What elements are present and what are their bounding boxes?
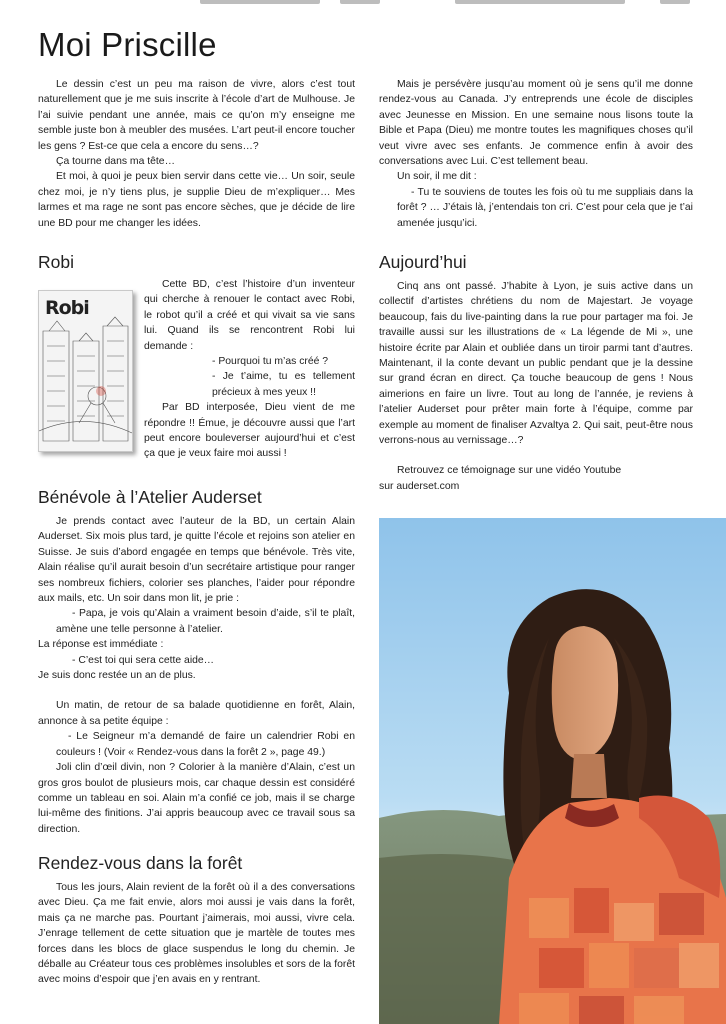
section-heading-robi: Robi (38, 252, 74, 272)
intro-paragraph: Ça tourne dans ma tête… (56, 156, 175, 168)
book-cover-title: Robi (45, 297, 89, 319)
portrait-photo (379, 518, 726, 1024)
robi-paragraph: Par BD interposée, Dieu vient de me répondre !! Émue, je découvre aussi que l’art peut encore bouleverser aujourd’hui et c’est ça que je veux faire moi aussi ! (144, 402, 355, 460)
intro-paragraph: Un soir, il me dit : (397, 171, 477, 183)
robi-book-cover (38, 290, 133, 452)
robi-paragraph: - Je t’aime, tu es tellement précieux à mes yeux !! (212, 371, 355, 398)
intro-right-column (379, 77, 693, 231)
robi-paragraph: Cette BD, c’est l’histoire d’un inventeur qui cherche à renouer le contact avec Robi, le robot qu’il a créé et qui vivait sa vie sans lui. Quand ils se rencontrent Robi lui demande : (144, 279, 355, 352)
robi-text (144, 277, 355, 462)
intro-paragraph: Et moi, à quoi je peux bien servir dans cette vie… Un soir, seule chez moi, je n’y tiens plus, je supplie Dieu de m’expliquer… Mes larmes et ma rage ne sont pas encore sèches, que je décide de lire une BD pour me changer les idées. (38, 171, 355, 229)
intro-paragraph: Mais je persévère jusqu’au moment où je sens qu’il me donne rendez-vous au Canada. J’y entreprends une école de disciples avec Jeunesse en Mission. En une semaine nous lisons toute la Bible et Papa (Dieu) me montre toutes les magnifiques choses qu’il veut vivre avec ses enfants. Je commence enfin à avoir des conversations avec Lui. C’est tellement beau. (379, 79, 693, 168)
page-title: Moi Priscille (38, 26, 217, 63)
intro-paragraph: Le dessin c’est un peu ma raison de vivre, alors c’est tout naturellement que je me suis inscrite à l’école d’art de Mulhouse. Je l’ai suivie pendant une année, mais ce qu’on m’y enseigne me semble juste bon à meubler des musées. L’art peut-il encore toucher les gens ? Est-ce que cela a encore du sens…? (38, 79, 355, 152)
intro-left-column (38, 77, 355, 231)
benevole-paragraph: - C’est toi qui sera cette aide… (72, 654, 215, 666)
benevole-paragraph: La réponse est immédiate : (38, 639, 164, 651)
portrait-illustration (379, 518, 726, 1024)
closing-line: Retrouvez ce témoignage sur une vidéo Youtube (397, 465, 622, 477)
benevole-paragraph: Un matin, de retour de sa balade quotidienne en forêt, Alain, annonce à sa petite équipe : (38, 700, 355, 727)
section-heading-foret: Rendez-vous dans la forêt (38, 853, 243, 873)
benevole-paragraph: Je prends contact avec l’auteur de la BD, un certain Alain Auderset. Six mois plus tard, je quitte l’école et rejoins son atelier en Suisse. Je suis d’abord engagée en temps que bénévole. Très vite, Alain réalise qu’il aurait besoin d’un secrétaire artistique pour ranger ses nombreux fichiers, colorier ses planches, l’aider pour répondre aux mails, etc. Un soir dans mon lit, je prie : (38, 516, 355, 605)
cropped-header-strip (0, 0, 726, 6)
intro-paragraph: - Tu te souviens de toutes les fois où tu me suppliais dans la forêt ? … J’étais là, j’entendais ton cri. C’est pour cela que je t’ai amenée jusqu’ici. (397, 186, 693, 229)
benevole-paragraph: Joli clin d’œil divin, non ? Colorier à la manière d’Alain, c’est un gros gros boulot de plusieurs mois, car chaque dessin est considéré comme un tableau en soi. Alain m’a confié ce job, mais il se charge lui-même des finitions. J’ai appris beaucoup avec ce travail sous sa direction. (38, 762, 355, 835)
aujourdhui-paragraph: Cinq ans ont passé. J’habite à Lyon, je suis active dans un collectif d’artistes chrétiens du nom de Majestart. Je voyage beaucoup, fais du live-painting dans la rue pour partager ma foi. Je travaille aussi sur les illustrations de « La légende de Mi », une histoire écrite par Alain et oubliée dans un tiroir parmi tant d’autres. Maintenant, il la conte devant un public pendant que je la dessine sur grand écran en direct. Ça touche beaucoup de gens ! Nous aimerions en faire un livre. Tout au long de l’année, je reviens à l’atelier Auderset pour prêter main forte à l’équipe, comme par exemple au moment de finaliser Azvaltya 2. Qui sait, peut-être nous verrons-nous au vernissage…? (379, 281, 693, 447)
robi-paragraph: - Pourquoi tu m’as créé ? (212, 356, 329, 368)
closing-line-link: sur auderset.com (379, 480, 460, 492)
benevole-paragraph: - Le Seigneur m’a demandé de faire un calendrier Robi en couleurs ! (Voir « Rendez-vous dans la forêt 2 », page 49.) (56, 731, 355, 758)
benevole-paragraph: - Papa, je vois qu’Alain a vraiment besoin d’aide, s’il te plaît, amène une telle personne à l’atelier. (56, 608, 355, 635)
section-heading-aujourdhui: Aujourd’hui (379, 252, 467, 272)
foret-paragraph: Tous les jours, Alain revient de la forêt où il a des conversations avec Dieu. Ça me fait envie, alors moi aussi je vais dans la forêt, mais ça ne marche pas. Pourtant j’aimerais, moi aussi, vivre cela. J’enrage tellement de cette situation que je martèle de toutes mes forces dans les blocs de glace suspendus le long du chemin. Je déballe au Créateur tous ces problèmes insolubles et sors de la forêt avec moins d’espoir que j’en avais en y rentrant. (38, 882, 355, 986)
benevole-paragraph: Je suis donc restée un an de plus. (38, 670, 196, 682)
foret-text (38, 880, 355, 988)
section-heading-benevole: Bénévole à l’Atelier Auderset (38, 487, 262, 507)
benevole-text (38, 514, 355, 837)
aujourdhui-text (379, 279, 693, 494)
